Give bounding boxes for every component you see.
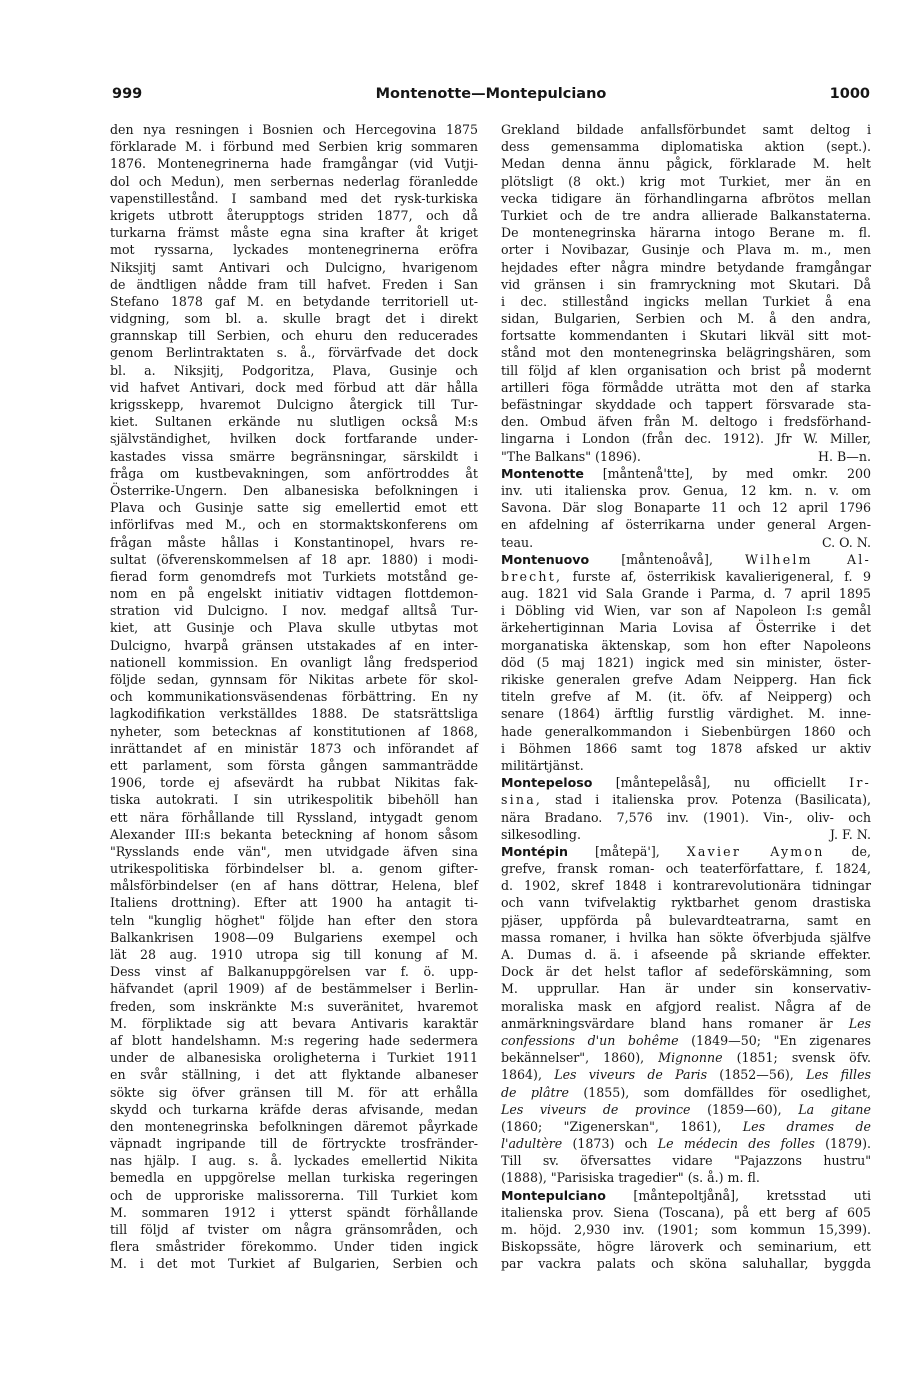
text-line — [501, 568, 871, 585]
text-line: fråga om kustbevakningen, som anförtroddes åt — [110, 465, 478, 481]
text-line: sidan, Bulgarien, Serbien och M. å den andra, — [501, 311, 871, 327]
text-line: nom en på engelskt initiativ vidtagen flottdemon- — [110, 586, 478, 602]
running-header — [112, 86, 870, 110]
text-line: utrikespolitiska förbindelser bl. a. genom gifter- — [110, 861, 478, 877]
text-line: flera småstrider förekommo. Under tiden ingick — [110, 1239, 478, 1255]
text-line: grefve, fransk roman- och teaterförfattare, f. 1824, — [501, 861, 871, 877]
text-line: befästningar skyddade och tappert försvarade sta- — [501, 397, 871, 412]
author-signature: H. B—n. — [818, 448, 871, 464]
line-text: (1855), som domfälldes för osedlighet, — [569, 1084, 871, 1100]
text-line — [501, 791, 871, 808]
work-title: Les viveurs de province — [501, 1101, 691, 1117]
text-line: ett nära förhållande till Ryssland, intygadt genom — [110, 809, 478, 825]
spaced-name: Xavier Aymon — [686, 843, 825, 859]
text-line: fierad form genomdrefs mot Turkiets motstånd ge- — [110, 568, 478, 584]
work-title: Le médecin des folles — [657, 1136, 815, 1152]
text-line: Turkiet och de tre andra allierade Balkanstaterna. — [501, 207, 871, 223]
text-line: artilleri föga förmådde uträtta mot den af starka — [501, 379, 871, 395]
text-line: turkarna främst måste egna sina krafter åt kriget — [110, 225, 478, 241]
text-line: teln "kunglig höghet" följde han efter den stora — [110, 912, 478, 928]
text-line: stånd mot den montenegrinska belägringshären, som — [501, 345, 871, 361]
page-number-left: 999 — [112, 86, 143, 102]
line-text: (1851; svensk öfv. — [722, 1050, 871, 1066]
text-line: titeln grefve af M. (it. öfv. af Neipperg) och — [501, 689, 871, 705]
text-line: mot ryssarna, lyckades montenegrinerna eröfra — [110, 242, 478, 258]
text-line: den montenegrinska befolkningen däremot påyrkade — [110, 1118, 478, 1134]
line-text: de, — [824, 843, 871, 859]
line-text: teau. — [501, 534, 534, 550]
text-line — [501, 1066, 871, 1083]
text-line: orter i Novibazar, Gusinje och Plava m. m., men — [501, 242, 871, 258]
text-line: väpnadt ingripande till de förtryckte trosfränder- — [110, 1136, 478, 1152]
entry-montepeloso — [501, 774, 871, 791]
text-line: Grekland bildade anfallsförbundet samt deltog i — [501, 122, 871, 137]
text-line: krigets utbrott återupptogs striden 1877, och då — [110, 207, 478, 223]
line-text: (1879). — [814, 1136, 871, 1152]
text-line: en svår ställning, i det att flyktande albaneser — [110, 1067, 478, 1083]
author-signature: C. O. N. — [821, 534, 871, 550]
text-line: Savona. Där slog Bonaparte 11 och 12 april 1796 — [501, 500, 871, 516]
line-text: bekännelser", 1860), — [501, 1050, 659, 1066]
text-line: nationell kommission. En ovanligt lång fredsperiod — [110, 654, 478, 670]
text-line: M. förpliktade sig att bevara Antivaris karaktär — [110, 1015, 478, 1031]
text-line: moraliska mask en afgjord realist. Några af de — [501, 998, 871, 1014]
text-line: m. höjd. 2,930 inv. (1901; som kommun 15,399). — [501, 1222, 871, 1237]
line-text: (1852—56), — [707, 1067, 807, 1083]
text-line — [501, 826, 871, 843]
text-line: stration vid Dulcigno. I nov. medgaf alltså Tur- — [110, 603, 478, 619]
text-line — [501, 1118, 871, 1135]
text-line: hade generalkommandon i Siebenbürgen 1860 och — [501, 723, 871, 739]
text-line: aug. 1821 vid Sala Grande i Parma, d. 7 april 1895 — [501, 586, 871, 602]
line-text: anmärkningsvärdare bland hans romaner är — [501, 1015, 849, 1031]
text-line: pjäser, uppförda på bulevardteatrarna, samt en — [501, 912, 871, 928]
text-line: lingarna i London (från dec. 1912). Jfr W. Miller, — [501, 431, 871, 447]
entry-montenotte — [501, 465, 871, 482]
text-line: målsförbindelser (en af hans döttrar, Helena, blef — [110, 878, 478, 894]
headword: Montenuovo — [501, 551, 590, 567]
text-line: och vann tvifvelaktig ryktbarhet genom drastiska — [501, 895, 871, 911]
text-line: morganatiska äktenskap, som hon efter Napoleons — [501, 637, 871, 653]
text-line: Plava och Gusinje satte sig emellertid emot ett — [110, 500, 478, 516]
headword: Montepulciano — [501, 1187, 606, 1203]
right-column — [501, 121, 871, 1273]
line-text: furste af, österrikisk kavalierigeneral, f. 9 — [562, 568, 871, 584]
text-line: sökte sig öfver gränsen till M. för att erhålla — [110, 1084, 478, 1100]
text-line: kastades vissa smärre begränsningar, särskildt i — [110, 448, 478, 464]
text-line — [501, 1084, 871, 1101]
text-line: häfvandet (april 1909) af de bestämmelser i Berlin- — [110, 981, 478, 997]
text-line: i Döbling vid Wien, var son af Napoleon I:s gemål — [501, 603, 871, 619]
text-line: lät 28 aug. 1910 utropa sig till konung af M. — [110, 947, 478, 962]
work-title: de plâtre — [501, 1084, 569, 1100]
text-line: grannskap till Serbien, och ehuru den reducerades — [110, 328, 478, 344]
text-line: självständighet, hvilken dock fortfarande under- — [110, 431, 478, 447]
text-line: till följd af tvister om några gränsområden, och — [110, 1222, 478, 1237]
text-line: M. i det mot Turkiet af Bulgarien, Serbien och — [110, 1256, 478, 1272]
headword: Montepeloso — [501, 775, 593, 791]
text-line: plötsligt (8 okt.) krig mot Turkiet, mer än en — [501, 173, 871, 189]
text-line: vecka tidigare än förhandlingarna afbrötos mellan — [501, 190, 871, 206]
text-line: bl. a. Niksjitj, Podgoritza, Plava, Gusinje och — [110, 362, 478, 378]
running-title: Montenotte—Montepulciano — [375, 86, 607, 102]
text-line: Till sv. öfversattes vidare "Pajazzons hustru" — [501, 1153, 871, 1169]
text-line: par vackra palats och sköna saluhallar, byggda — [501, 1256, 871, 1272]
line-text: (1860; "Zigenerskan", 1861), — [501, 1118, 743, 1134]
text-line: senare (1864) ärftlig furstlig värdighet. M. inne- — [501, 706, 871, 722]
text-line: nyheter, som betecknas af konstitutionen af 1868, — [110, 723, 478, 739]
work-title: Mignonne — [658, 1050, 723, 1066]
text-line: af blott handelshamn. M:s regering hade sedermera — [110, 1032, 478, 1048]
text-line: död (5 maj 1821) ingick med sin minister, öster- — [501, 654, 871, 670]
spaced-name: Wilhelm Al- — [745, 551, 871, 567]
text-line — [501, 1015, 871, 1032]
text-line: Alexander III:s bekanta beteckning af honom såsom — [110, 826, 478, 842]
text-line: Balkankrisen 1908—09 Bulgariens exempel och — [110, 929, 478, 945]
text-line: freden, som inskränkte M:s suveränitet, hvaremot — [110, 998, 478, 1014]
spaced-name: Ir- — [849, 775, 871, 791]
text-line: frågan måste hållas i Konstantinopel, hvars re- — [110, 534, 478, 550]
line-text: (1849—50; "En zigenares — [678, 1032, 871, 1048]
author-signature: J. F. N. — [829, 826, 871, 842]
text-line: och de upproriske malissorerna. Till Turkiet kom — [110, 1187, 478, 1203]
text-line: d. 1902, skref 1848 i kontrarevolutionära tidningar — [501, 878, 871, 894]
spaced-name: sina, — [501, 792, 543, 808]
text-line: militärtjänst. — [501, 757, 584, 773]
text-line: den. Ombud äfven från M. deltogo i fredsförhand- — [501, 414, 871, 430]
text-line: Italiens drottning). Efter att 1900 ha antagit ti- — [110, 895, 478, 911]
spaced-name: brecht, — [501, 568, 563, 584]
text-line: skydd och turkarna kräfde deras afvisande, medan — [110, 1101, 478, 1117]
line-text: silkesodling. — [501, 826, 581, 842]
entry-montenuovo — [501, 551, 871, 568]
text-line: förklarade M. i förbund med Serbien krig sommaren — [110, 139, 478, 155]
text-line: italienska prov. Siena (Toscana), på ett berg af 605 — [501, 1204, 871, 1220]
text-line: till följd af klen organisation och brist på modernt — [501, 362, 871, 378]
text-line: 1906, torde ej afsevärdt ha rubbat Nikitas fak- — [110, 775, 478, 791]
text-line: Dulcigno, hvarpå gränsen utstakades af en inter- — [110, 637, 478, 653]
text-line: 1876. Montenegrinerna hade framgångar (vid Vutji- — [110, 156, 478, 172]
text-line: dol och Medun), men serbernas nederlag föranledde — [110, 173, 478, 189]
text-line: fortsatte kommendanten i Skutari likväl sitt mot- — [501, 328, 871, 344]
text-line: A. Dumas d. ä. i afseende på skriande effekter. — [501, 947, 871, 962]
work-title: confessions d'un bohême — [501, 1032, 679, 1048]
text-line: i dec. stillestånd ingicks mellan Turkiet å ena — [501, 293, 871, 309]
entry-montepin — [501, 843, 871, 860]
text-line: M. sommaren 1912 i ytterst spändt förhållande — [110, 1204, 478, 1220]
text-line: massa romaner, i hvilka han sökte öfverbjuda själfve — [501, 929, 871, 945]
text-line: följde sedan, gynnsam för Nikitas arbete för skol- — [110, 672, 478, 687]
line-text: "The Balkans" (1896). — [501, 448, 641, 464]
text-line: (1888), "Parisiska tragedier" (s. å.) m. fl. — [501, 1170, 760, 1186]
line-text: [måntepelåså], nu officiellt — [592, 775, 850, 791]
text-line: De montenegrinska härarna intogo Berane m. fl. — [501, 225, 871, 241]
text-line — [501, 1032, 871, 1049]
text-line — [501, 1049, 871, 1066]
work-title: Les filles — [806, 1067, 871, 1083]
text-line: Niksjitj samt Antivari och Dulcigno, hvarigenom — [110, 259, 478, 275]
headword: Montenotte — [501, 465, 584, 481]
text-line: nära Bradano. 7,576 inv. (1901). Vin-, oliv- och — [501, 809, 871, 825]
text-line: Biskopssäte, högre läroverk och seminarium, ett — [501, 1239, 871, 1255]
text-line: införlifvas med M., och en stormaktskonferens om — [110, 517, 478, 533]
text-line: Dess vinst af Balkanuppgörelsen var f. ö. upp- — [110, 964, 478, 980]
work-title: Les viveurs de Paris — [554, 1067, 708, 1083]
text-line: nas hjälp. I aug. s. å. lyckades emellertid Nikita — [110, 1153, 478, 1169]
line-text: [måntenå'tte], by med omkr. 200 — [583, 465, 871, 481]
text-line: M. upprullar. Han är under sin konservativ- — [501, 981, 871, 997]
text-line: och kommunikationsväsendenas förbättring. En ny — [110, 689, 478, 705]
work-title: La gitane — [798, 1101, 871, 1117]
text-line: dess gemensamma diplomatiska aktion (sept.). — [501, 139, 871, 155]
text-line: under de albanesiska oroligheterna i Turkiet 1911 — [110, 1050, 478, 1066]
page-number-right: 1000 — [829, 86, 870, 102]
text-line: genom Berlintraktaten s. å., förvärfvade det dock — [110, 345, 478, 361]
text-line: lagkodifikation verkställdes 1888. De statsrättsliga — [110, 706, 478, 722]
text-line: vid gränsen i sin framryckning mot Skutari. Då — [501, 276, 871, 292]
text-line: sultat (öfverenskommelsen af 18 apr. 1880) i modi- — [110, 551, 478, 567]
text-line: vid hafvet Antivari, dock med förbud att där hålla — [110, 379, 478, 395]
left-column — [110, 121, 478, 1273]
work-title: Les drames de — [742, 1118, 871, 1134]
text-line: i Böhmen 1866 samt tog 1878 afsked ur aktiv — [501, 740, 871, 756]
text-line — [501, 1135, 871, 1152]
text-line: "Rysslands ende vän", men utvidgade äfven sina — [110, 843, 478, 859]
text-line: den nya resningen i Bosnien och Hercegovina 1875 — [110, 122, 478, 137]
text-line: krigsskepp, hvaremot Dulcigno återgick till Tur- — [110, 397, 478, 412]
text-line: ett parlament, som första gången sammanträdde — [110, 757, 478, 773]
line-text: (1859—60), — [690, 1101, 799, 1117]
text-line — [501, 1101, 871, 1118]
line-text: (1873) och — [562, 1136, 658, 1152]
text-line: kiet. Sultanen erkände nu slutligen också M:s — [110, 414, 478, 430]
headword: Montépin — [501, 843, 569, 859]
text-line: bemedla en uppgörelse mellan turkiska regeringen — [110, 1170, 478, 1186]
line-text: 1864), — [501, 1067, 555, 1083]
text-line: Dock är det helst taflor af sedeförskämning, som — [501, 964, 871, 980]
text-line: ärkehertiginnan Maria Lovisa af Österrike i det — [501, 620, 871, 636]
text-line: vapenstillestånd. I samband med det rysk-turkiska — [110, 190, 478, 206]
entry-montepulciano — [501, 1187, 871, 1204]
line-text: [måntenoåvå], — [589, 551, 746, 567]
work-title: Les — [848, 1015, 871, 1031]
text-line: vidgning, som bl. a. skulle bragt det i direkt — [110, 311, 478, 327]
text-line: inrättandet af en ministär 1873 och införandet af — [110, 740, 478, 756]
text-line: Medan denna ännu pågick, förklarade M. helt — [501, 156, 871, 172]
text-line: Stefano 1878 gaf M. en betydande territoriell ut- — [110, 293, 478, 309]
text-line: tiska autokrati. I sin utrikespolitik bibehöll han — [110, 792, 478, 808]
text-line: en afdelning af österrikarna under general Argen- — [501, 517, 871, 533]
text-line: Österrike-Ungern. Den albanesiska befolkningen i — [110, 482, 478, 498]
text-line: kiet, att Gusinje och Plava skulle utbytas mot — [110, 620, 478, 636]
text-line: inv. uti italienska prov. Genua, 12 km. n. v. om — [501, 482, 871, 498]
line-text: [måtepä'], — [568, 843, 687, 859]
text-line — [501, 448, 871, 465]
work-title: l'adultère — [501, 1136, 563, 1152]
line-text: stad i italienska prov. Potenza (Basilicata), — [542, 792, 871, 808]
line-text: [måntepoltjånå], kretsstad uti — [605, 1187, 871, 1203]
text-line: rikiske generalen grefve Adam Neipperg. Han fick — [501, 672, 871, 687]
text-line: hejdades efter några mindre betydande framgångar — [501, 259, 871, 275]
text-line — [501, 534, 871, 551]
text-line: de ändtligen nådde fram till hafvet. Freden i San — [110, 276, 478, 292]
